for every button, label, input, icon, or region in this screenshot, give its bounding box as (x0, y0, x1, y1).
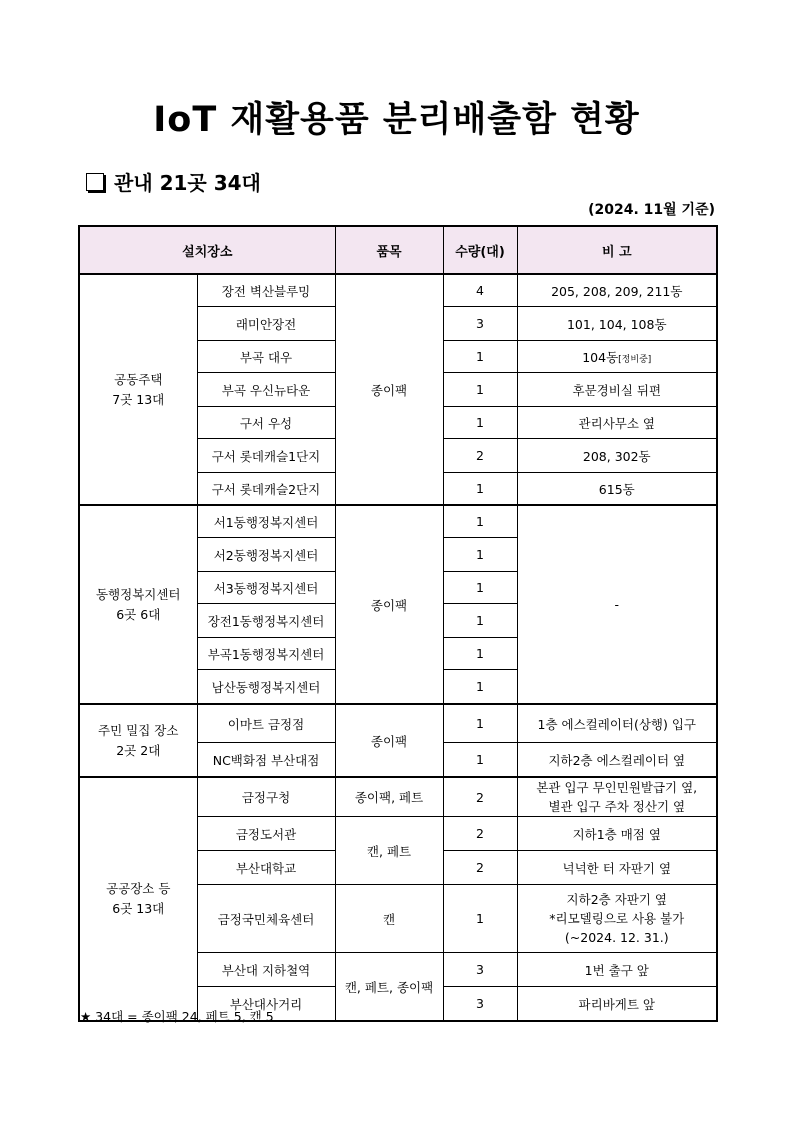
header-qty: 수량(대) (443, 226, 517, 274)
place-cell: 구서 롯데캐슬1단지 (197, 439, 335, 473)
qty-cell: 3 (443, 953, 517, 987)
place-cell: 부곡 대우 (197, 341, 335, 373)
qty-cell: 2 (443, 851, 517, 885)
qty-cell: 3 (443, 307, 517, 341)
place-cell: 금정구청 (197, 777, 335, 817)
qty-cell: 1 (443, 505, 517, 538)
place-cell: 래미안장전 (197, 307, 335, 341)
place-cell: 구서 우성 (197, 407, 335, 439)
item-cell: 캔, 페트 (335, 817, 443, 885)
item-cell: 캔 (335, 885, 443, 953)
note-cell: 615동 (517, 473, 717, 506)
group-count: 2곳 2대 (116, 742, 161, 758)
qty-cell: 1 (443, 704, 517, 743)
note-cell: 넉넉한 터 자판기 옆 (517, 851, 717, 885)
group-cell (79, 274, 197, 505)
place-cell: 부산대사거리 (197, 987, 335, 1022)
note-cell: 지하1층 매점 옆 (517, 817, 717, 851)
place-cell: 부산대 지하철역 (197, 953, 335, 987)
place-cell: 금정도서관 (197, 817, 335, 851)
qty-cell: 2 (443, 817, 517, 851)
table-row (79, 704, 717, 743)
qty-cell: 1 (443, 885, 517, 953)
note-line: 지하2층 자판기 옆 (566, 892, 667, 907)
table-row (79, 274, 717, 307)
note-cell: 관리사무소 옆 (517, 407, 717, 439)
header-item: 품목 (335, 226, 443, 274)
place-cell: 이마트 금정점 (197, 704, 335, 743)
note-cell: - (517, 505, 717, 704)
place-cell: 장전1동행정복지센터 (197, 604, 335, 638)
page-title: IoT 재활용품 분리배출함 현황 (153, 100, 640, 140)
place-cell: 장전 벽산블루밍 (197, 274, 335, 307)
note-text: 104동 (582, 349, 619, 365)
qty-cell: 3 (443, 987, 517, 1022)
note-cell: 후문경비실 뒤편 (517, 373, 717, 407)
item-cell: 종이팩 (335, 274, 443, 505)
note-line: 별관 입구 주차 정산기 옆 (548, 799, 686, 814)
table-row (79, 505, 717, 538)
place-cell: 부곡1동행정복지센터 (197, 638, 335, 670)
note-line: (~2024. 12. 31.) (564, 930, 669, 945)
qty-cell: 1 (443, 604, 517, 638)
item-cell: 종이팩 (335, 505, 443, 704)
date-note: (2024. 11월 기준) (588, 202, 715, 218)
checkbox-square-icon (86, 173, 104, 191)
qty-cell: 2 (443, 439, 517, 473)
place-cell: 부곡 우신뉴타운 (197, 373, 335, 407)
place-cell: 서3동행정복지센터 (197, 572, 335, 604)
group-name: 동행정복지센터 (95, 586, 181, 602)
header-note: 비 고 (517, 226, 717, 274)
place-cell: 남산동행정복지센터 (197, 670, 335, 705)
qty-cell: 1 (443, 407, 517, 439)
item-cell: 캔, 페트, 종이팩 (335, 953, 443, 1022)
table-header-row (79, 226, 717, 274)
qty-cell: 1 (443, 670, 517, 705)
group-cell (79, 505, 197, 704)
qty-cell: 1 (443, 373, 517, 407)
note-line: 본관 입구 무인민원발급기 옆, (536, 780, 698, 795)
note-cell: 205, 208, 209, 211동 (517, 274, 717, 307)
qty-cell: 1 (443, 538, 517, 572)
note-cell: 지하2층 에스컬레이터 옆 (517, 743, 717, 778)
place-cell: NC백화점 부산대점 (197, 743, 335, 778)
note-line: *리모델링으로 사용 불가 (549, 911, 685, 926)
qty-cell: 4 (443, 274, 517, 307)
note-cell: 1번 출구 앞 (517, 953, 717, 987)
installation-table (78, 225, 718, 1022)
group-cell (79, 777, 197, 1021)
group-count: 6곳 13대 (112, 901, 165, 916)
footnote: ★ 34대 = 종이팩 24, 페트 5, 캔 5 (80, 1009, 274, 1024)
group-name: 공동주택 (114, 371, 163, 387)
note-cell (517, 885, 717, 953)
qty-cell: 1 (443, 638, 517, 670)
note-cell: 파리바게트 앞 (517, 987, 717, 1022)
item-cell: 종이팩 (335, 704, 443, 777)
note-cell: 1층 에스컬레이터(상행) 입구 (517, 704, 717, 743)
place-cell: 서2동행정복지센터 (197, 538, 335, 572)
qty-cell: 1 (443, 743, 517, 778)
group-name: 주민 밀집 장소 (98, 722, 179, 738)
group-name: 공공장소 등 (106, 881, 171, 896)
group-count: 6곳 6대 (116, 606, 161, 622)
place-cell: 구서 롯데캐슬2단지 (197, 473, 335, 506)
place-cell: 부산대학교 (197, 851, 335, 885)
group-count: 7곳 13대 (112, 391, 165, 407)
section-heading-text: 관내 21곳 34대 (114, 171, 261, 195)
note-cell (517, 341, 717, 373)
qty-cell: 2 (443, 777, 517, 817)
qty-cell: 1 (443, 572, 517, 604)
header-location: 설치장소 (79, 226, 335, 274)
group-cell (79, 704, 197, 777)
note-cell: 101, 104, 108동 (517, 307, 717, 341)
place-cell: 금정국민체육센터 (197, 885, 335, 953)
qty-cell: 1 (443, 341, 517, 373)
note-cell: 208, 302동 (517, 439, 717, 473)
note-cell (517, 777, 717, 817)
place-cell: 서1동행정복지센터 (197, 505, 335, 538)
qty-cell: 1 (443, 473, 517, 506)
item-cell: 종이팩, 페트 (335, 777, 443, 817)
note-status: [정비중] (618, 354, 652, 365)
section-heading (86, 167, 261, 196)
table-row (79, 777, 717, 817)
